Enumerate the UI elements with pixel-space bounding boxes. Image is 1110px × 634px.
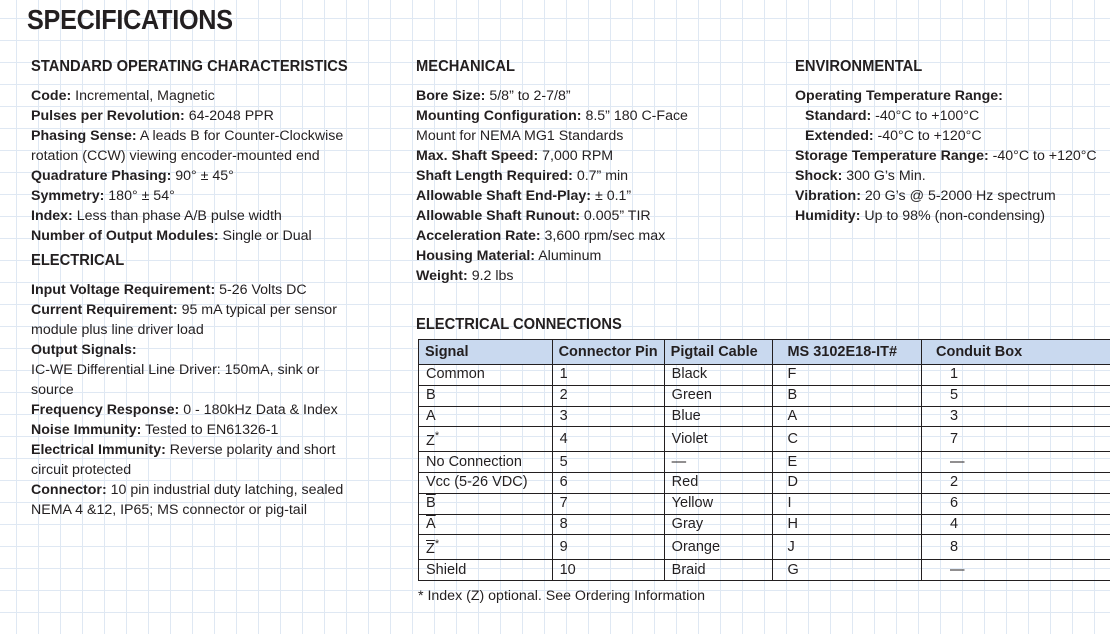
spec-label: Noise Immunity: <box>31 422 142 438</box>
table-row <box>419 452 1110 473</box>
cell-signal: A <box>426 407 436 424</box>
connections-heading: ELECTRICAL CONNECTIONS <box>416 316 622 333</box>
cell-conduit: 5 <box>950 387 959 404</box>
spec-value: 5/8” to 2-7/8” <box>489 88 571 104</box>
spec-value: -40°C to +120°C <box>992 148 1097 164</box>
spec-label: Phasing Sense: <box>31 128 137 144</box>
spec-value: 0.7” min <box>576 168 629 184</box>
spec-label: Bore Size: <box>416 88 486 104</box>
spec-line <box>795 86 1110 106</box>
spec-label: Quadrature Phasing: <box>31 168 172 184</box>
cell-ms: C <box>787 430 798 447</box>
cell-cable: Braid <box>671 561 706 578</box>
cell-cable: — <box>671 453 687 470</box>
spec-label: Index: <box>31 208 73 224</box>
table-header-row <box>419 340 1110 365</box>
cell-ms: G <box>787 561 799 578</box>
table-row <box>419 473 1110 494</box>
cell-pin: 4 <box>559 430 568 447</box>
spec-line <box>31 480 401 500</box>
environmental-heading: ENVIRONMENTAL <box>795 58 923 75</box>
cell-ms: E <box>787 453 798 470</box>
spec-value: -40°C to +100°C <box>875 108 980 124</box>
spec-label: Electrical Immunity: <box>31 442 166 458</box>
cell-cable: Black <box>671 366 708 383</box>
cell-cable: Yellow <box>671 495 714 512</box>
spec-label: Operating Temperature Range: <box>795 88 1003 104</box>
col-header-pin: Connector Pin <box>552 340 664 365</box>
spec-line <box>31 106 401 126</box>
connections-body <box>419 365 1110 581</box>
spec-value: Mount for NEMA MG1 Standards <box>416 128 624 144</box>
spec-value: 0.005” TIR <box>583 208 651 224</box>
spec-line <box>795 146 1110 166</box>
cell-signal: Vcc (5-26 VDC) <box>426 474 528 491</box>
electrical-list <box>31 280 401 520</box>
col-header-cable: Pigtail Cable <box>664 340 773 365</box>
cell-conduit: 3 <box>950 407 959 424</box>
cell-pin: 1 <box>559 366 568 383</box>
col-header-signal: Signal <box>419 340 553 365</box>
cell-ms: J <box>787 538 795 555</box>
spec-label: Extended: <box>805 128 874 144</box>
electrical-heading: ELECTRICAL <box>31 252 125 269</box>
cell-conduit: 8 <box>950 538 959 555</box>
spec-line <box>31 206 401 226</box>
spec-line <box>416 126 786 146</box>
cell-ms: A <box>787 407 798 424</box>
spec-line <box>31 360 401 380</box>
connections-table <box>418 339 1110 581</box>
cell-cable: Blue <box>671 407 701 424</box>
cell-pin: 5 <box>559 453 568 470</box>
standard-heading: STANDARD OPERATING CHARACTERISTICS <box>31 58 348 75</box>
spec-label: Shock: <box>795 168 843 184</box>
right-column <box>795 57 1110 226</box>
spec-value: 180° ± 54° <box>108 188 175 204</box>
left-column <box>31 57 401 520</box>
spec-line <box>416 266 786 286</box>
spec-value: 95 mA typical per sensor <box>181 302 337 318</box>
spec-line <box>31 86 401 106</box>
spec-value: Incremental, Magnetic <box>75 88 215 104</box>
spec-value: NEMA 4 &12, IP65; MS connector or pig-tail <box>31 502 307 518</box>
spec-label: Connector: <box>31 482 107 498</box>
table-row <box>419 365 1110 386</box>
table-row <box>419 514 1110 535</box>
cell-ms: B <box>787 387 798 404</box>
spec-value: source <box>31 382 74 398</box>
footnote: * Index (Z) optional. See Ordering Information <box>418 588 706 604</box>
spec-label: Acceleration Rate: <box>416 228 541 244</box>
spec-label: Frequency Response: <box>31 402 180 418</box>
spec-line <box>795 206 1110 226</box>
spec-line <box>31 400 401 420</box>
page-title: SPECIFICATIONS <box>27 4 233 35</box>
spec-value: IC-WE Differential Line Driver: 150mA, sink or <box>31 362 320 378</box>
col-header-conduit: Conduit Box <box>922 340 1110 365</box>
cell-conduit: 1 <box>950 366 959 383</box>
spec-value: 3,600 rpm/sec max <box>544 228 666 244</box>
spec-line <box>31 226 401 246</box>
cell-signal: Shield <box>426 561 467 578</box>
cell-pin: 9 <box>559 538 568 555</box>
mechanical-heading: MECHANICAL <box>416 58 515 75</box>
cell-signal: B <box>426 387 436 404</box>
spec-line <box>31 460 401 480</box>
spec-label: Standard: <box>805 108 872 124</box>
spec-label: Output Signals: <box>31 342 137 358</box>
spec-label: Input Voltage Requirement: <box>31 282 216 298</box>
spec-value: Reverse polarity and short <box>169 442 336 458</box>
cell-ms: F <box>787 366 797 383</box>
spec-label: Code: <box>31 88 72 104</box>
spec-label: Vibration: <box>795 188 861 204</box>
cell-cable: Violet <box>671 430 708 447</box>
table-row <box>419 560 1110 581</box>
spec-label: Mounting Configuration: <box>416 108 582 124</box>
spec-line <box>416 186 786 206</box>
cell-signal: $\overline{A}$ <box>426 516 436 532</box>
spec-label: Current Requirement: <box>31 302 178 318</box>
cell-signal: $\overline{B}$ <box>426 495 436 512</box>
spec-line <box>31 500 401 520</box>
cell-conduit: — <box>950 453 965 470</box>
spec-line <box>31 186 401 206</box>
spec-line <box>31 146 401 166</box>
cell-pin: 10 <box>559 561 576 578</box>
spec-value: 8.5” 180 C-Face <box>585 108 688 124</box>
cell-conduit: 7 <box>950 430 959 447</box>
spec-value: 90° ± 45° <box>175 168 234 184</box>
asterisk-mark: * <box>434 430 440 443</box>
spec-value: 9.2 lbs <box>471 268 514 284</box>
spec-value: module plus line driver load <box>31 322 204 338</box>
spec-line <box>416 226 786 246</box>
spec-line <box>31 300 401 320</box>
spec-label: Storage Temperature Range: <box>795 148 989 164</box>
cell-ms: D <box>787 474 798 491</box>
spec-value: A leads B for Counter-Clockwise <box>139 128 344 144</box>
spec-label: Pulses per Revolution: <box>31 108 185 124</box>
cell-ms: H <box>787 516 798 532</box>
middle-column <box>416 57 786 286</box>
cell-ms: I <box>787 495 792 512</box>
spec-line <box>416 166 786 186</box>
mechanical-list <box>416 86 786 286</box>
spec-label: Allowable Shaft Runout: <box>416 208 580 224</box>
spec-value: 0 - 180kHz Data & Index <box>183 402 338 418</box>
cell-cable: Orange <box>671 538 721 555</box>
spec-label: Symmetry: <box>31 188 105 204</box>
cell-pin: 2 <box>559 387 568 404</box>
spec-value: Tested to EN61326-1 <box>145 422 279 438</box>
spec-value: circuit protected <box>31 462 132 478</box>
spec-value: Aluminum <box>538 248 602 264</box>
spec-label: Weight: <box>416 268 468 284</box>
spec-value: 300 G’s Min. <box>846 168 926 184</box>
cell-pin: 3 <box>559 407 568 424</box>
spec-value: Single or Dual <box>222 228 312 244</box>
spec-line <box>416 246 786 266</box>
spec-line <box>31 380 401 400</box>
spec-label: Housing Material: <box>416 248 536 264</box>
cell-signal: Common <box>426 366 485 383</box>
cell-conduit: 2 <box>950 474 959 491</box>
spec-line <box>416 146 786 166</box>
cell-pin: 8 <box>559 516 568 532</box>
cell-cable: Red <box>671 474 699 491</box>
spec-label: Max. Shaft Speed: <box>416 148 539 164</box>
cell-signal: $\overline{Z}$ <box>426 541 435 558</box>
spec-value: 64-2048 PPR <box>188 108 274 124</box>
spec-value: rotation (CCW) viewing encoder-mounted end <box>31 148 320 164</box>
cell-signal: Z <box>426 433 435 450</box>
spec-label: Shaft Length Required: <box>416 168 573 184</box>
spec-value: ± 0.1” <box>594 188 632 204</box>
asterisk-mark: * <box>434 538 440 551</box>
spec-value: 5-26 Volts DC <box>219 282 307 298</box>
spec-line <box>31 420 401 440</box>
spec-value: Less than phase A/B pulse width <box>76 208 282 224</box>
table-row <box>419 406 1110 427</box>
table-row <box>419 535 1110 560</box>
cell-conduit: — <box>950 561 965 578</box>
spec-value: 10 pin industrial duty latching, sealed <box>110 482 344 498</box>
spec-line <box>31 166 401 186</box>
spec-label: Number of Output Modules: <box>31 228 219 244</box>
spec-line <box>31 280 401 300</box>
spec-line <box>795 166 1110 186</box>
table-row <box>419 493 1110 514</box>
cell-cable: Gray <box>671 516 704 532</box>
table-row <box>419 385 1110 406</box>
standard-list <box>31 86 401 246</box>
spec-line <box>31 320 401 340</box>
cell-pin: 6 <box>559 474 568 491</box>
col-header-ms: MS 3102E18-IT# <box>773 340 922 365</box>
spec-value: 7,000 RPM <box>542 148 614 164</box>
cell-conduit: 4 <box>950 516 959 532</box>
cell-signal: No Connection <box>426 453 522 470</box>
environmental-list <box>795 86 1110 226</box>
spec-line <box>416 86 786 106</box>
spec-label: Humidity: <box>795 208 861 224</box>
cell-pin: 7 <box>559 495 568 512</box>
spec-line <box>416 206 786 226</box>
spec-value: 20 G’s @ 5-2000 Hz spectrum <box>864 188 1056 204</box>
spec-line <box>416 106 786 126</box>
spec-line <box>31 340 401 360</box>
table-row <box>419 427 1110 452</box>
spec-value: -40°C to +120°C <box>877 128 982 144</box>
cell-cable: Green <box>671 387 712 404</box>
spec-line <box>795 126 1110 146</box>
spec-label: Allowable Shaft End-Play: <box>416 188 592 204</box>
spec-line <box>795 186 1110 206</box>
cell-conduit: 6 <box>950 495 959 512</box>
spec-line <box>795 106 1110 126</box>
spec-line <box>31 440 401 460</box>
spec-value: Up to 98% (non-condensing) <box>864 208 1045 224</box>
spec-line <box>31 126 401 146</box>
